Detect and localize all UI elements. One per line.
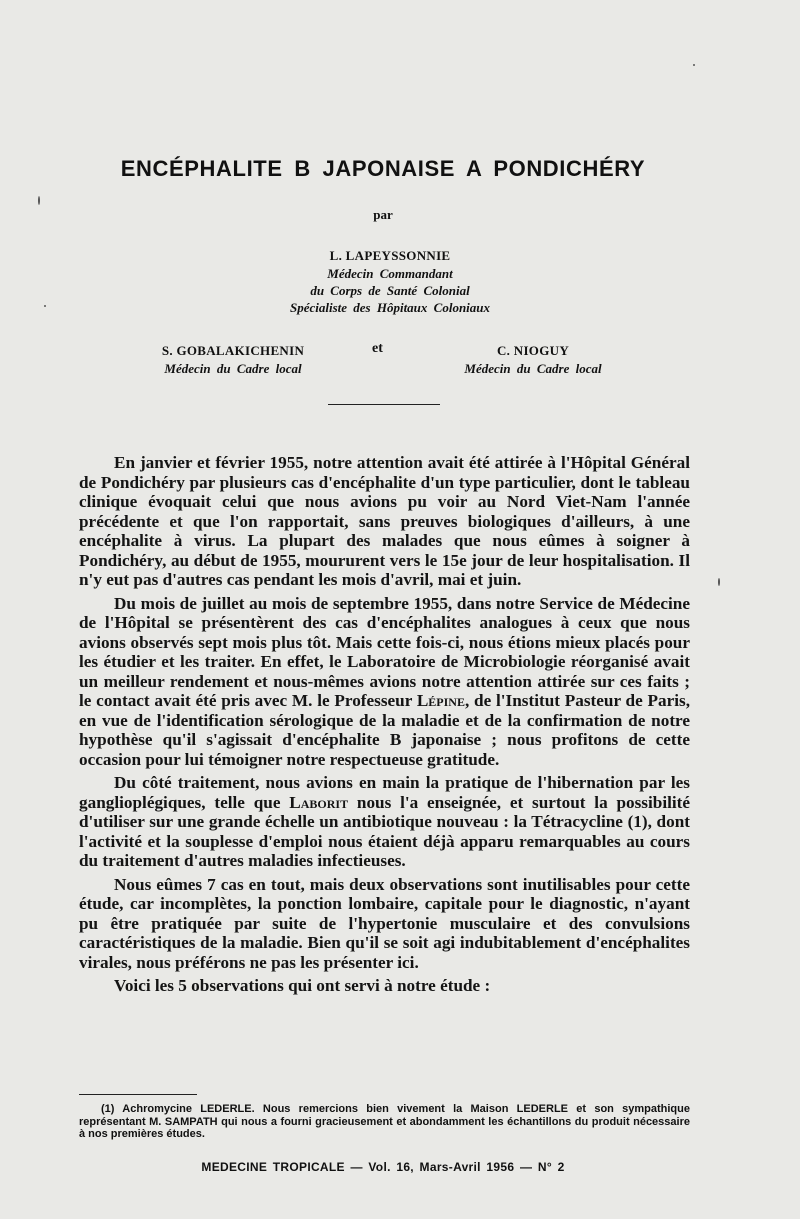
article-title: ENCÉPHALITE B JAPONAISE A PONDICHÉRY bbox=[120, 156, 646, 181]
main-author-specialty: Spécialiste des Hôpitaux Coloniaux bbox=[289, 300, 491, 315]
author-name-laborit: Laborit bbox=[289, 792, 349, 812]
scan-mark bbox=[44, 305, 46, 307]
by-label: par bbox=[373, 207, 393, 222]
paragraph-3-text-a: Du côté traitement, nous avions en main la pratique de l'hibernation par les ganglioplégiques, telle que bbox=[79, 773, 690, 812]
scan-mark bbox=[718, 578, 720, 586]
journal-footer: MEDECINE TROPICALE — Vol. 16, Mars-Avril 1956 — N° 2 bbox=[201, 1160, 565, 1174]
paragraph-2-text-b: , de l'Institut Pasteur de Paris, en vue de l'identification sérologique de la maladie et de la confirmation de notre hypothèse qu'il s'agissait d'encéphalite B japonaise ; nous profitons de cette occasion pour lui témoigner notre respectueuse gratitude. bbox=[79, 691, 691, 769]
main-author-block bbox=[210, 246, 570, 316]
co-author-left bbox=[128, 341, 338, 377]
and-label: et bbox=[372, 341, 383, 356]
paragraph-2 bbox=[79, 594, 690, 770]
paragraph-5: Voici les 5 observations qui ont servi à notre étude : bbox=[114, 976, 491, 995]
scan-mark bbox=[38, 196, 40, 205]
footnote: (1) Achromycine LEDERLE. Nous remercions bien vivement la Maison LEDERLE et son sympathique représentant M. SAMPATH qui nous a fourni gracieusement et abondamment les échantillons du produit nécessaire à nos premières études. bbox=[79, 1103, 690, 1140]
co-author-right-role: Médecin du Cadre local bbox=[464, 361, 602, 376]
footnote-divider bbox=[79, 1094, 197, 1095]
author-name-lepine: Lépine bbox=[416, 691, 465, 710]
co-author-left-role: Médecin du Cadre local bbox=[164, 361, 302, 376]
co-author-right-name: C. NIOGUY bbox=[496, 343, 570, 358]
scan-mark bbox=[693, 64, 695, 66]
main-author-name: L. LAPEYSSONNIE bbox=[329, 248, 451, 263]
main-author-rank: Médecin Commandant bbox=[327, 266, 453, 281]
paragraph-2-text-a: Du mois de juillet au mois de septembre 1955, dans notre Service de Médecine de l'Hôpital se présentèrent des cas d'encéphalites analogues à ceux que nous avions observés sept mois plus tôt. Mais cette fois-ci, nous étions mieux placés pour les étudier et les traiter. En effet, le Laboratoire de Microbiologie réorganisé avait un meilleur rendement et nous-mêmes avions notre attention attirée sur ces faits ; le contact avait été pris avec M. le Professeur bbox=[79, 593, 690, 710]
paragraph-3-text-b: nous l'a enseignée, et surtout la possibilité d'utiliser sur une grande échelle un antibiotique nouveau : la Tétracycline (1), dont l'activité et la souplesse d'emploi nous étaient déjà apparu remarquables au cours du traitement d'autres maladies infectieuses. bbox=[79, 792, 691, 870]
paragraph-3 bbox=[79, 773, 690, 871]
paragraph-1: En janvier et février 1955, notre attention avait été attirée à l'Hôpital Général de Pondichéry par plusieurs cas d'encéphalite d'un type particulier, dont le tableau clinique évoquait celui que nous avions pu voir au Nord Viet-Nam l'année précédente et que l'on rapportait, sans preuves biologiques d'ailleurs, à une encéphalite à virus. La plupart des malades que nous eûmes à soigner à Pondichéry, au début de 1955, moururent vers le 15e jour de leur hospitalisation. Il n'y eut pas d'autres cas pendant les mois d'avril, mai et juin. bbox=[79, 453, 690, 589]
article-body bbox=[79, 453, 690, 1000]
main-author-corps: du Corps de Santé Colonial bbox=[310, 283, 470, 298]
co-author-left-name: S. GOBALAKICHENIN bbox=[161, 343, 305, 358]
header-divider bbox=[328, 404, 440, 405]
paragraph-4: Nous eûmes 7 cas en tout, mais deux observations sont inutilisables pour cette étude, car incomplètes, la ponction lombaire, capitale pour le diagnostic, n'ayant pu être pratiquée par suite de l'hypertonie musculaire et des convulsions caractéristiques de la maladie. Bien qu'il se soit agi indubitablement d'encéphalites virales, nous préférons ne pas les présenter ici. bbox=[79, 874, 690, 972]
co-author-right bbox=[428, 341, 638, 377]
